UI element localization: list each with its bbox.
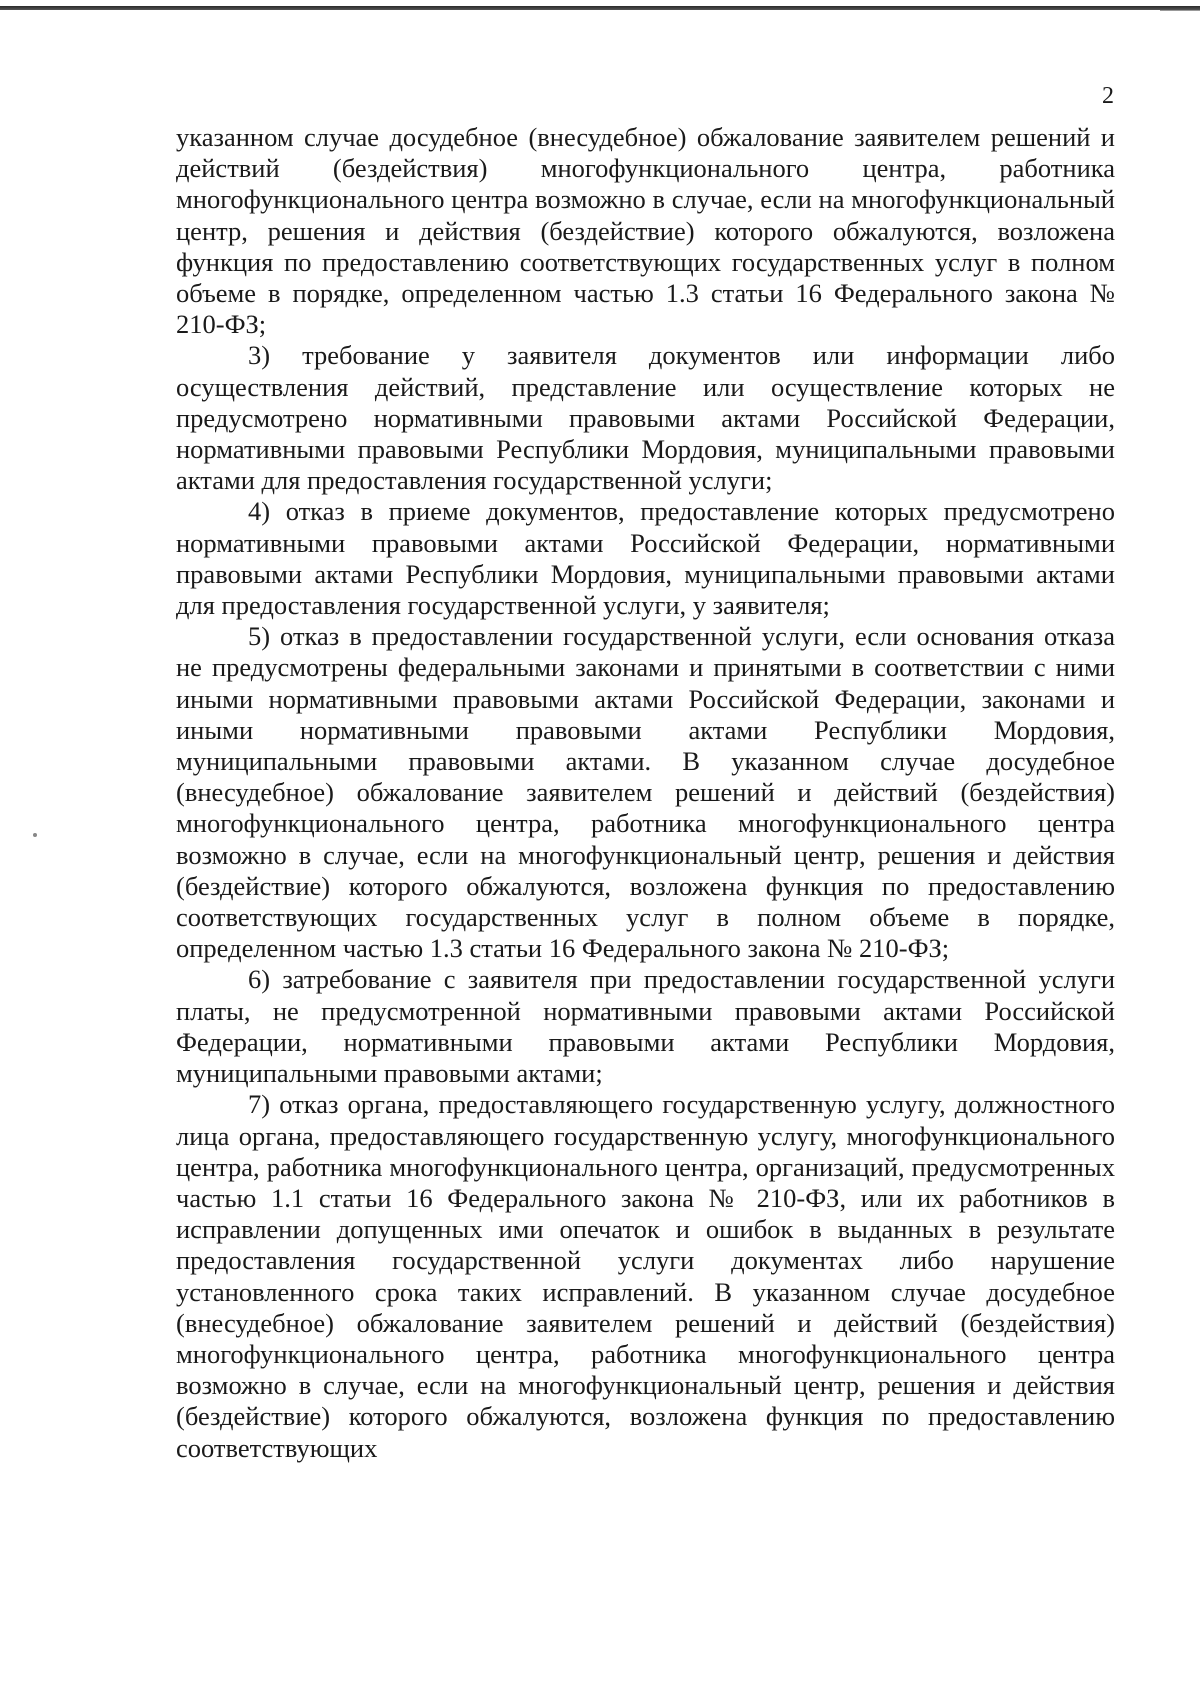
- document-body: [176, 122, 1115, 1464]
- scan-edge-mark: [1160, 10, 1200, 11]
- scan-top-edge: [0, 6, 1200, 10]
- paragraph-continuation: указанном случае досудебное (внесудебное) обжалование заявителем решений и действий (бездействия) многофункционального центра, работника многофункционального центра возможно в случае, если на многофункциональный центр, решения и действия (бездействие) которого обжалуются, возложена функция по предоставлению соответствующих государственных услуг в полном объеме в порядке, определенном частью 1.3 статьи 16 Федерального закона № 210-ФЗ;: [176, 122, 1115, 340]
- paragraph-item-3: 3) требование у заявителя документов или информации либо осуществления действий, представление или осуществление которых не предусмотрено нормативными правовыми актами Российской Федерации, нормативными правовыми Республики Мордовия, муниципальными правовыми актами для предоставления государственной услуги;: [176, 340, 1115, 496]
- page-number: 2: [1102, 83, 1114, 109]
- paragraph-item-4: 4) отказ в приеме документов, предоставление которых предусмотрено нормативными правовыми актами Российской Федерации, нормативными правовыми актами Республики Мордовия, муниципальными правовыми актами для предоставления государственной услуги, у заявителя;: [176, 496, 1115, 621]
- scan-speck: [33, 833, 37, 837]
- paragraph-item-7: 7) отказ органа, предоставляющего государственную услугу, должностного лица органа, предоставляющего государственную услугу, многофункционального центра, работника многофункционального центра, организаций, предусмотренных частью 1.1 статьи 16 Федерального закона № 210-ФЗ, или их работников в исправлении допущенных ими опечаток и ошибок в выданных в результате предоставления государственной услуги документах либо нарушение установленного срока таких исправлений. В указанном случае досудебное (внесудебное) обжалование заявителем решений и действий (бездействия) многофункционального центра, работника многофункционального центра возможно в случае, если на многофункциональный центр, решения и действия (бездействие) которого обжалуются, возложена функция по предоставлению соответствующих: [176, 1089, 1115, 1463]
- paragraph-item-5: 5) отказ в предоставлении государственной услуги, если основания отказа не предусмотрены федеральными законами и принятыми в соответствии с ними иными нормативными правовыми актами Российской Федерации, законами и иными нормативными правовыми актами Республики Мордовия, муниципальными правовыми актами. В указанном случае досудебное (внесудебное) обжалование заявителем решений и действий (бездействия) многофункционального центра, работника многофункционального центра возможно в случае, если на многофункциональный центр, решения и действия (бездействие) которого обжалуются, возложена функция по предоставлению соответствующих государственных услуг в полном объеме в порядке, определенном частью 1.3 статьи 16 Федерального закона № 210-ФЗ;: [176, 621, 1115, 964]
- paragraph-item-6: 6) затребование с заявителя при предоставлении государственной услуги платы, не предусмотренной нормативными правовыми актами Российской Федерации, нормативными правовыми актами Республики Мордовия, муниципальными правовыми актами;: [176, 964, 1115, 1089]
